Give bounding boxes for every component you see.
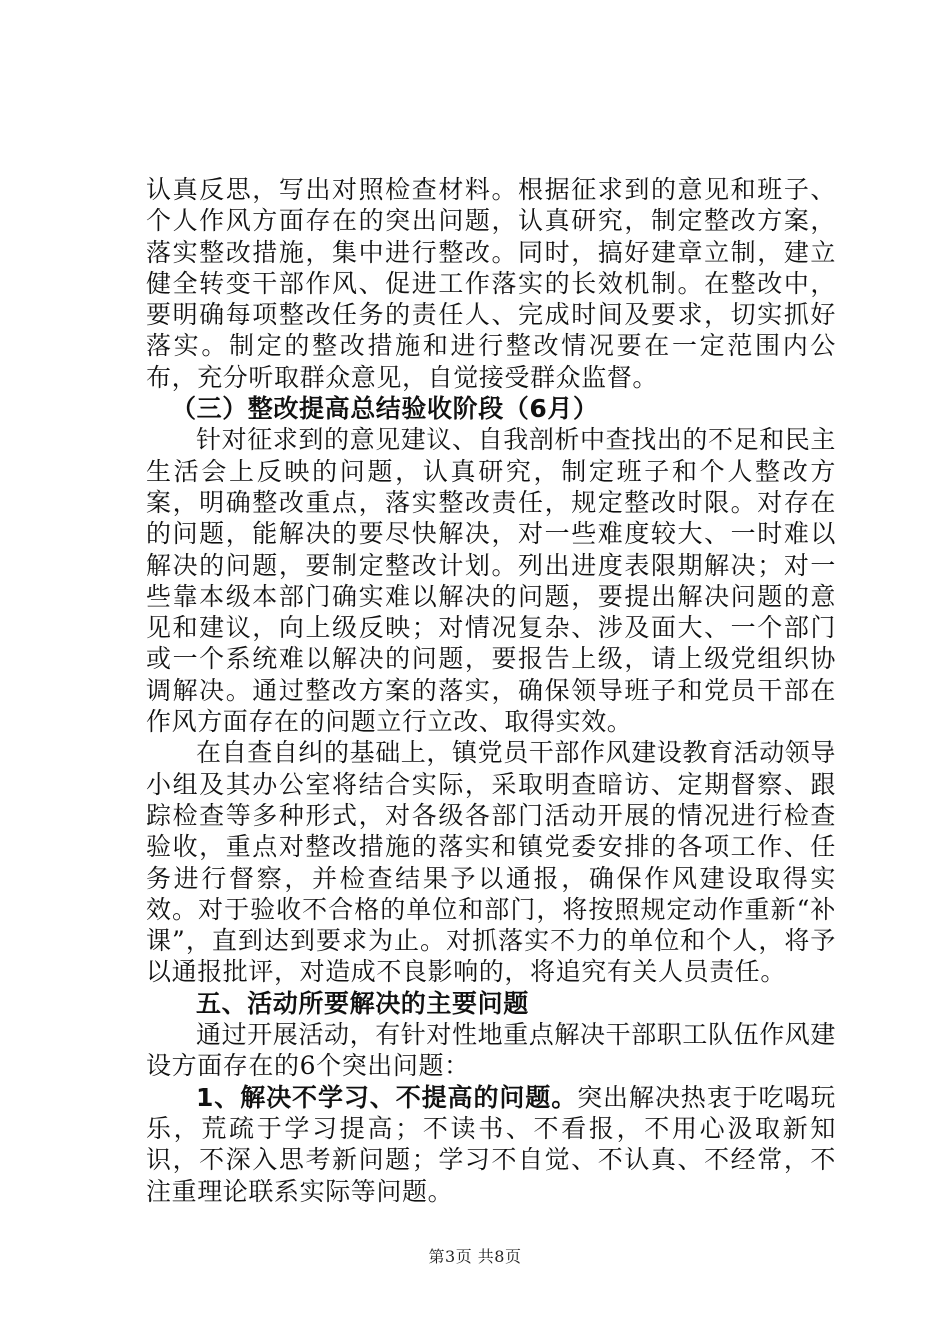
- paragraph-intro-problems: 通过开展活动，有针对性地重点解决干部职工队伍作风建设方面存在的6个突出问题：: [146, 1020, 837, 1081]
- problem-one-body: 突出解决热衷于吃喝玩乐，荒疏于学习提高；不读书、不看报，不用心汲取新知识，不深入思考新问题；学习不自觉、不认真、不经常，不注重理论联系实际等问题。: [146, 1082, 836, 1206]
- paragraph-problem-one: [146, 1082, 836, 1207]
- paragraph-rectification: 针对征求到的意见建议、自我剖析中查找出的不足和民主生活会上反映的问题，认真研究，制定班子和个人整改方案，明确整改重点，落实整改责任，规定整改时限。对存在的问题，能解决的要尽快解决，对一些难度较大、一时难以解决的问题，要制定整改计划。列出进度表限期解决；对一些靠本级本部门确实难以解决的问题，要提出解决问题的意见和建议，向上级反映；对情况复杂、涉及面大、一个部门或一个系统难以解决的问题，要报告上级，请上级党组织协调解决。通过整改方案的落实，确保领导班子和党员干部在作风方面存在的问题立行立改、取得实效。: [146, 425, 837, 737]
- page-footer: 第3页 共8页: [428, 1247, 522, 1266]
- paragraph-continuation: 认真反思，写出对照检查材料。根据征求到的意见和班子、个人作风方面存在的突出问题，认真研究，制定整改方案，落实整改措施，集中进行整改。同时，搞好建章立制，建立健全转变干部作风、促进工作落实的长效机制。在整改中，要明确每项整改任务的责任人、完成时间及要求，切实抓好落实。制定的整改措施和进行整改情况要在一定范围内公布，充分听取群众意见，自觉接受群众监督。: [146, 175, 836, 392]
- problem-one-lead: 1、解决不学习、不提高的问题。: [196, 1082, 578, 1112]
- paragraph-inspection: 在自查自纠的基础上，镇党员干部作风建设教育活动领导小组及其办公室将结合实际，采取明查暗访、定期督察、跟踪检查等多种形式，对各级各部门活动开展的情况进行检查验收，重点对整改措施的落实和镇党委安排的各项工作、任务进行督察，并检查结果予以通报，确保作风建设取得实效。对于验收不合格的单位和部门，将按照规定动作重新“补课”，直到达到要求为止。对抓落实不力的单位和个人，将予以通报批评，对造成不良影响的，将追究有关人员责任。: [146, 738, 837, 987]
- section-heading-stage-three: （三）整改提高总结验收阶段（6月）: [171, 394, 599, 424]
- document-body: [146, 174, 836, 1207]
- section-heading-five: 五、活动所要解决的主要问题: [196, 988, 529, 1018]
